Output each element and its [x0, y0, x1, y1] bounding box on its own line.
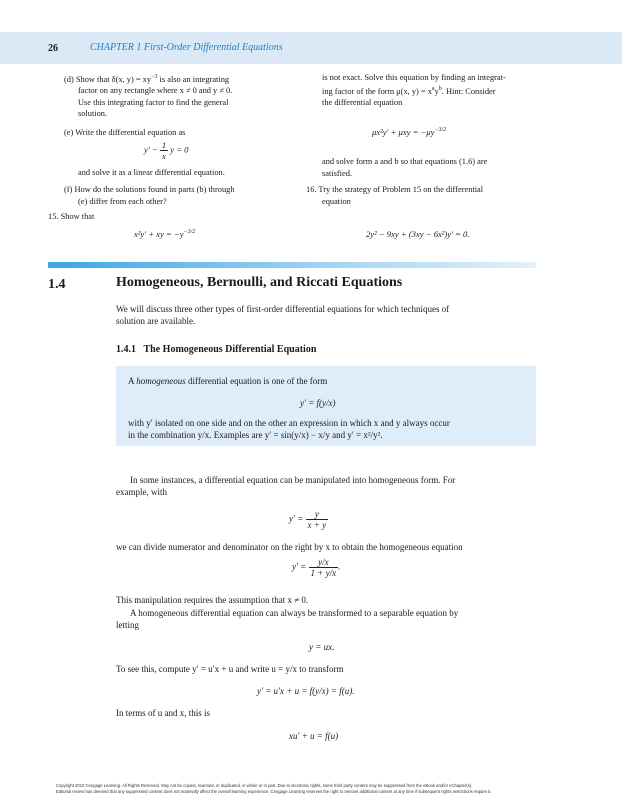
d-line-2: factor on any rectangle where x ≠ 0 and y ≠ 0.: [78, 86, 233, 96]
body-p6: In terms of u and x, this is: [116, 708, 210, 718]
cont-line-1: is not exact. Solve this equation by finding an integrat-: [322, 73, 506, 82]
intro-line-2: solution are available.: [116, 315, 196, 326]
mu-eq-body: μx²y′ + μxy = −μy: [372, 127, 435, 137]
e-eq-rhs: y = 0: [170, 144, 189, 155]
copyright-line-1: Copyright 2010 Cengage Learning. All Rights Reserved. May not be copied, scanned, or duplicated, in whole or in part. Due to electronic rights, some third party content may be suppressed from the eBook and/or eChapter(s).: [56, 783, 473, 788]
cont-line-3: the differential equation: [322, 97, 403, 107]
eq1-den: x + y: [307, 520, 327, 530]
e-eq-num: 1: [161, 140, 167, 150]
def-term: homogeneous: [136, 376, 186, 386]
body-p3: This manipulation requires the assumption that x ≠ 0.: [116, 595, 309, 605]
subsection-heading: [116, 344, 316, 355]
eq2-den: 1 + y/x: [310, 568, 337, 578]
subsection-title: The Homogeneous Differential Equation: [143, 344, 317, 355]
p16-line-2: equation: [322, 196, 351, 206]
e-eq-den: x: [162, 151, 166, 161]
section-intro: [116, 304, 536, 327]
f-line-2: (e) differ from each other?: [78, 196, 167, 206]
eq2-num: y/x: [309, 557, 339, 568]
cont-line-2b: . Hint: Consider: [441, 86, 496, 96]
p4-line-2: letting: [116, 619, 139, 630]
problem-14f: [64, 184, 294, 207]
subsection-number: 1.4.1: [116, 344, 136, 355]
def-line-1: [128, 376, 327, 388]
eq1-fraction: [306, 509, 329, 530]
p16-equation: 2y² − 9xy + (3xy − 6x²)y′ = 0.: [366, 229, 470, 239]
def-line-3: in the combination y/x. Examples are y′ = sin(y/x) − x/y and y′ = x²/y².: [128, 430, 383, 440]
problem-15-label: 15. Show that: [48, 212, 95, 221]
def-post: differential equation is one of the form: [185, 376, 328, 386]
e-after: and solve it as a linear differential equation.: [78, 168, 225, 177]
eq3: y = ux.: [309, 642, 335, 652]
eq4: y′ = u′x + u = f(y/x) = f(u).: [257, 686, 355, 696]
mu-exponent: −3/2: [434, 127, 447, 134]
cont-line-2a: ing factor of the form μ(x, y) = x: [322, 86, 432, 96]
section-number: 1.4: [48, 277, 66, 292]
eq1: [289, 509, 328, 530]
p16-line-1: 16. Try the strategy of Problem 15 on the differential: [306, 185, 484, 194]
def-pre: A: [128, 376, 137, 386]
body-p4: [116, 608, 536, 631]
d-line-4: solution.: [78, 109, 108, 119]
cont-exp-b: b: [438, 85, 442, 92]
eq2: [292, 557, 340, 578]
problem-14d: [64, 72, 294, 120]
section-divider: [48, 262, 536, 268]
body-p5: To see this, compute y′ = u′x + u and write u = y/x to transform: [116, 664, 344, 674]
eq1-num: y: [306, 509, 329, 520]
d-line-3: Use this integrating factor to find the general: [78, 97, 229, 107]
eq2-lhs: y′ =: [292, 561, 307, 572]
body-p1: [116, 475, 536, 498]
chapter-title: CHAPTER 1 First-Order Differential Equations: [90, 42, 283, 53]
p1-line-2: example, with: [116, 486, 167, 497]
mu-after-1: and solve form a and b so that equations (1.6) are: [322, 157, 488, 166]
e-eq-lhs: y′ −: [144, 144, 158, 155]
section-title: Homogeneous, Bernoulli, and Riccati Equations: [116, 275, 403, 290]
eq1-lhs: y′ =: [289, 513, 304, 524]
d-line-1a: (d) Show that δ(x, y) = xy: [64, 74, 152, 84]
p15-exponent: −3/2: [183, 229, 196, 236]
mu-after-2: satisfied.: [322, 168, 353, 178]
cont-exp-a: a: [431, 85, 435, 92]
problem-16: [306, 184, 538, 207]
e-equation: [144, 140, 188, 161]
p15-eq-body: x²y′ + xy = −y: [134, 229, 184, 239]
mu-equation: [372, 127, 446, 137]
intro-line-1: We will discuss three other types of first-order differential equations for which techniques of: [116, 304, 450, 314]
def-line-2: with y′ isolated on one side and on the other an expression in which x and y always occur: [128, 418, 450, 428]
copyright-line-2: Editorial review has deemed that any suppressed content does not materially affect the overall learning experience. Cengage Learning reserves the right to remove additional content at any time if subsequent rights restrictions require it.: [56, 789, 492, 794]
p15-equation: [134, 229, 195, 239]
eq5: xu′ + u = f(u): [289, 731, 339, 741]
f-line-1: (f) How do the solutions found in parts (b) through: [64, 185, 235, 194]
problem-15-cont: [322, 72, 538, 108]
mu-after: [322, 156, 538, 179]
eq2-fraction: [309, 557, 339, 578]
p1-line-1: In some instances, a differential equation can be manipulated into homogeneous form. For: [130, 475, 456, 485]
d-exponent: −3: [151, 74, 158, 80]
body-p2: we can divide numerator and denominator on the right by x to obtain the homogeneous equation: [116, 542, 463, 552]
p4-line-1: A homogeneous differential equation can always be transformed to a separable equation by: [130, 608, 459, 618]
problem-14e: (e) Write the differential equation as: [64, 128, 186, 137]
d-line-1b: is also an integrating: [157, 74, 230, 84]
def-equation: y′ = f(y/x): [300, 398, 336, 408]
page-number: 26: [48, 43, 58, 54]
eq2-end: .: [338, 561, 341, 572]
cont-y: y: [434, 86, 439, 96]
e-eq-fraction: [160, 140, 168, 161]
